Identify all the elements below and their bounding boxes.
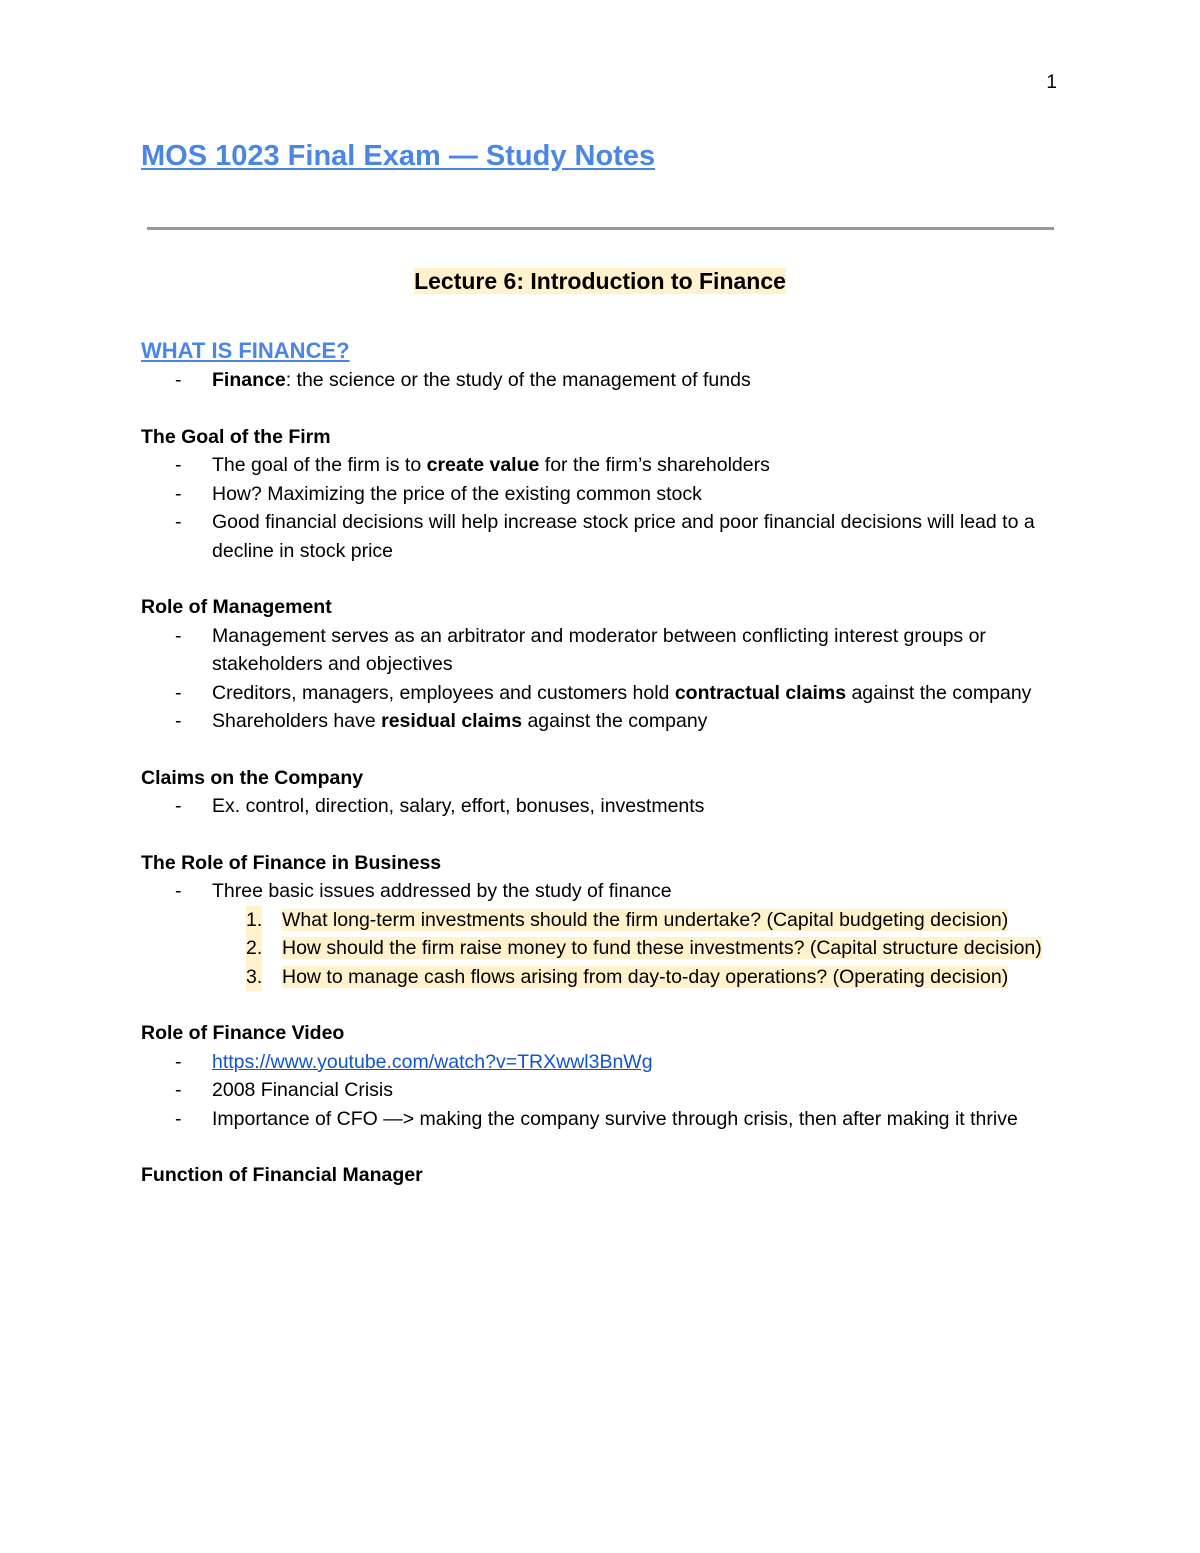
video-list bbox=[141, 1048, 1061, 1134]
list-item: - Importance of CFO —> making the company survive through crisis, then after making it thrive bbox=[141, 1105, 1061, 1134]
goal-of-firm-list bbox=[141, 451, 1061, 565]
term-bold: Finance bbox=[212, 369, 286, 391]
item-text: How should the firm raise money to fund these investments? (Capital structure decision) bbox=[282, 937, 1042, 959]
text-span: The goal of the firm is to bbox=[212, 454, 427, 476]
numbered-item bbox=[141, 963, 1061, 992]
what-is-finance-heading: WHAT IS FINANCE? bbox=[141, 338, 350, 363]
what-is-finance-list bbox=[141, 366, 1061, 395]
list-item: - Good financial decisions will help increase stock price and poor financial decisions will lead to a decline in stock price bbox=[141, 508, 1061, 565]
list-item: - Three basic issues addressed by the study of finance bbox=[141, 877, 1061, 906]
list-item bbox=[141, 707, 1061, 736]
bold-text: create value bbox=[426, 454, 540, 476]
document-body bbox=[141, 336, 1061, 1190]
list-item: - Ex. control, direction, salary, effort, bonuses, investments bbox=[141, 792, 1061, 821]
lecture-heading-text: Lecture 6: Introduction to Finance bbox=[414, 268, 786, 294]
goal-of-firm-heading: The Goal of the Firm bbox=[141, 425, 331, 448]
numbered-item bbox=[141, 934, 1061, 963]
text-span: Creditors, managers, employees and customers hold bbox=[212, 681, 675, 704]
list-item bbox=[141, 451, 1061, 480]
item-number: 2. bbox=[246, 934, 262, 963]
item-text: What long-term investments should the firm undertake? (Capital budgeting decision) bbox=[282, 908, 1009, 931]
bold-text: contractual claims bbox=[674, 681, 847, 704]
item-number: 1. bbox=[246, 906, 262, 935]
text-span: against the company bbox=[846, 681, 1032, 704]
claims-list bbox=[141, 792, 1061, 821]
video-heading: Role of Finance Video bbox=[141, 1022, 345, 1044]
role-of-finance-numbered-list bbox=[141, 906, 1061, 992]
text-span: Shareholders have bbox=[212, 710, 382, 732]
text-span: for the firm’s shareholders bbox=[539, 454, 770, 476]
page-number: 1 bbox=[1046, 72, 1057, 93]
list-item: - How? Maximizing the price of the existing common stock bbox=[141, 480, 1061, 509]
list-item bbox=[141, 679, 1061, 708]
role-of-management-list bbox=[141, 622, 1061, 736]
document-title bbox=[141, 140, 655, 173]
list-item: - Management serves as an arbitrator and moderator between conflicting interest groups or stakeholders and objectives bbox=[141, 622, 1061, 679]
text-span: against the company bbox=[522, 710, 708, 732]
youtube-link[interactable]: https://www.youtube.com/watch?v=TRXwwl3BnWg bbox=[212, 1050, 653, 1073]
bold-text: residual claims bbox=[381, 710, 523, 732]
claims-heading: Claims on the Company bbox=[141, 766, 364, 789]
role-of-management-heading: Role of Management bbox=[141, 596, 332, 618]
list-item bbox=[141, 366, 1061, 395]
role-of-finance-heading: The Role of Finance in Business bbox=[141, 851, 442, 874]
document-title-text: MOS 1023 Final Exam — Study Notes bbox=[141, 140, 656, 172]
item-number: 3. bbox=[246, 963, 262, 992]
term-definition: : the science or the study of the management of funds bbox=[285, 369, 751, 391]
item-text: How to manage cash flows arising from day-to-day operations? (Operating decision) bbox=[282, 965, 1009, 988]
function-heading: Function of Financial Manager bbox=[141, 1164, 423, 1186]
horizontal-rule bbox=[147, 227, 1054, 230]
list-item: - 2008 Financial Crisis bbox=[141, 1076, 1061, 1105]
numbered-item bbox=[141, 906, 1061, 935]
lecture-heading bbox=[0, 268, 1200, 295]
list-item bbox=[141, 1048, 1061, 1077]
role-of-finance-list bbox=[141, 877, 1061, 906]
